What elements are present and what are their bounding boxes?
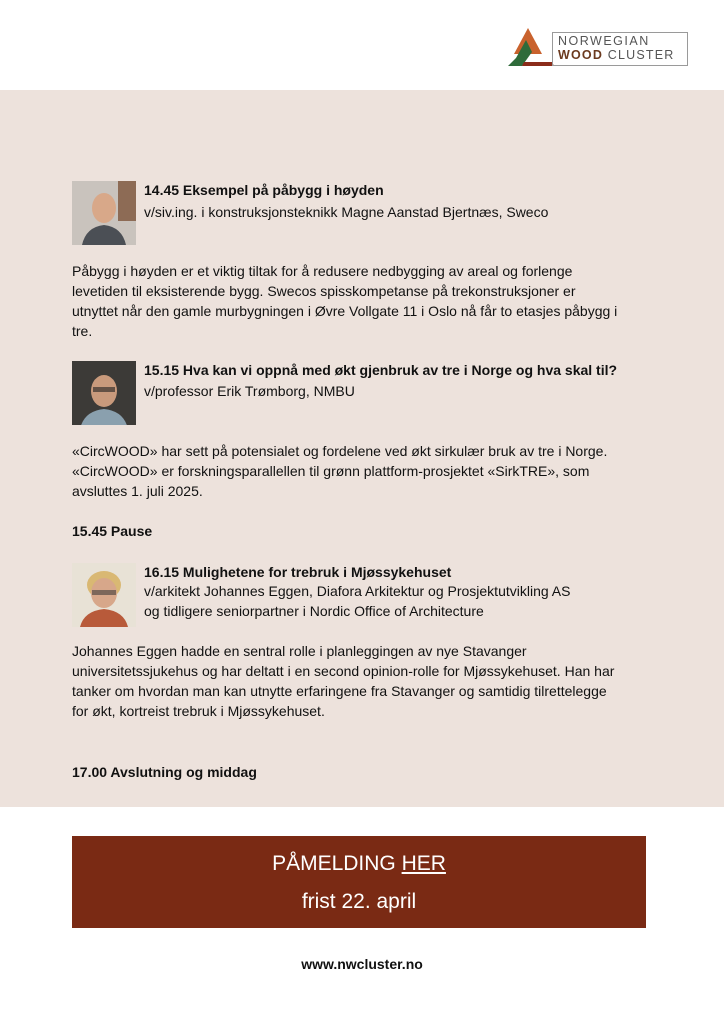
session-description-line: Påbygg i høyden er et viktig tiltak for å redusere nedbygging av areal og forlenge: [72, 263, 573, 279]
footer-website-link[interactable]: www.nwcluster.no: [301, 956, 423, 972]
signup-heading: PÅMELDING HER: [272, 852, 446, 875]
session-speaker: v/arkitekt Johannes Eggen, Diafora Arkitektur og Prosjektutvikling AS: [144, 583, 571, 599]
session-description-line: universitetssjukehus og har deltatt i en second opinion-rolle for Mjøssykehuset. Han har: [72, 663, 615, 679]
session-description-line: utnyttet når den gamle murbygningen i Øvre Vollgate 11 i Oslo nå får to etasjes påbygg i: [72, 303, 618, 319]
session-title: 14.45 Eksempel på påbygg i høyden: [144, 182, 384, 198]
session-description-line: Johannes Eggen hadde en sentral rolle i planleggingen av nye Stavanger: [72, 643, 527, 659]
norwegian-wood-cluster-logo: [508, 26, 688, 66]
signup-banner: [72, 836, 646, 928]
signup-deadline: frist 22. april: [301, 890, 417, 913]
logo-text-norwegian: NORWEGIAN: [558, 34, 650, 48]
session-title: 16.15 Mulighetene for trebruk i Mjøssykehuset: [144, 564, 452, 580]
speaker-photo-magne: [72, 181, 136, 245]
pause-item: 15.45 Pause: [72, 523, 153, 539]
session-description-line: «CircWOOD» har sett på potensialet og fordelene ved økt sirkulær bruk av tre i Norge.: [72, 443, 608, 459]
session-speaker: v/siv.ing. i konstruksjonsteknikk Magne Aanstad Bjertnæs, Sweco: [144, 204, 549, 220]
session-title: 15.15 Hva kan vi oppnå med økt gjenbruk av tre i Norge og hva skal til?: [144, 362, 618, 378]
closing-item: 17.00 Avslutning og middag: [72, 764, 257, 780]
session-description-line: tre.: [72, 323, 93, 339]
speaker-photo-johannes: [72, 563, 136, 627]
session-speaker: og tidligere seniorpartner i Nordic Office of Architecture: [144, 603, 484, 619]
speaker-photo-erik: [72, 361, 136, 425]
session-speaker: v/professor Erik Trømborg, NMBU: [144, 383, 355, 399]
session-description-line: «CircWOOD» er forskningsparallellen til grønn plattform-prosjektet «SirkTRE», som: [72, 463, 590, 479]
signup-link[interactable]: HER: [401, 852, 446, 875]
logo-text-wood-cluster: WOOD CLUSTER: [558, 48, 675, 62]
session-description-line: for økt, kortreist trebruk i Mjøssykehuset.: [72, 703, 325, 719]
session-description-line: tanker om hvordan man kan utnytte erfaringene fra Stavanger og samtidig tilrettelegge: [72, 683, 607, 699]
session-description-line: levetiden til eksisterende bygg. Swecos spisskompetanse på trekonstruksjoner er: [72, 283, 576, 299]
session-description-line: avsluttes 1. juli 2025.: [72, 483, 203, 499]
logo-mark-icon: [508, 26, 554, 66]
